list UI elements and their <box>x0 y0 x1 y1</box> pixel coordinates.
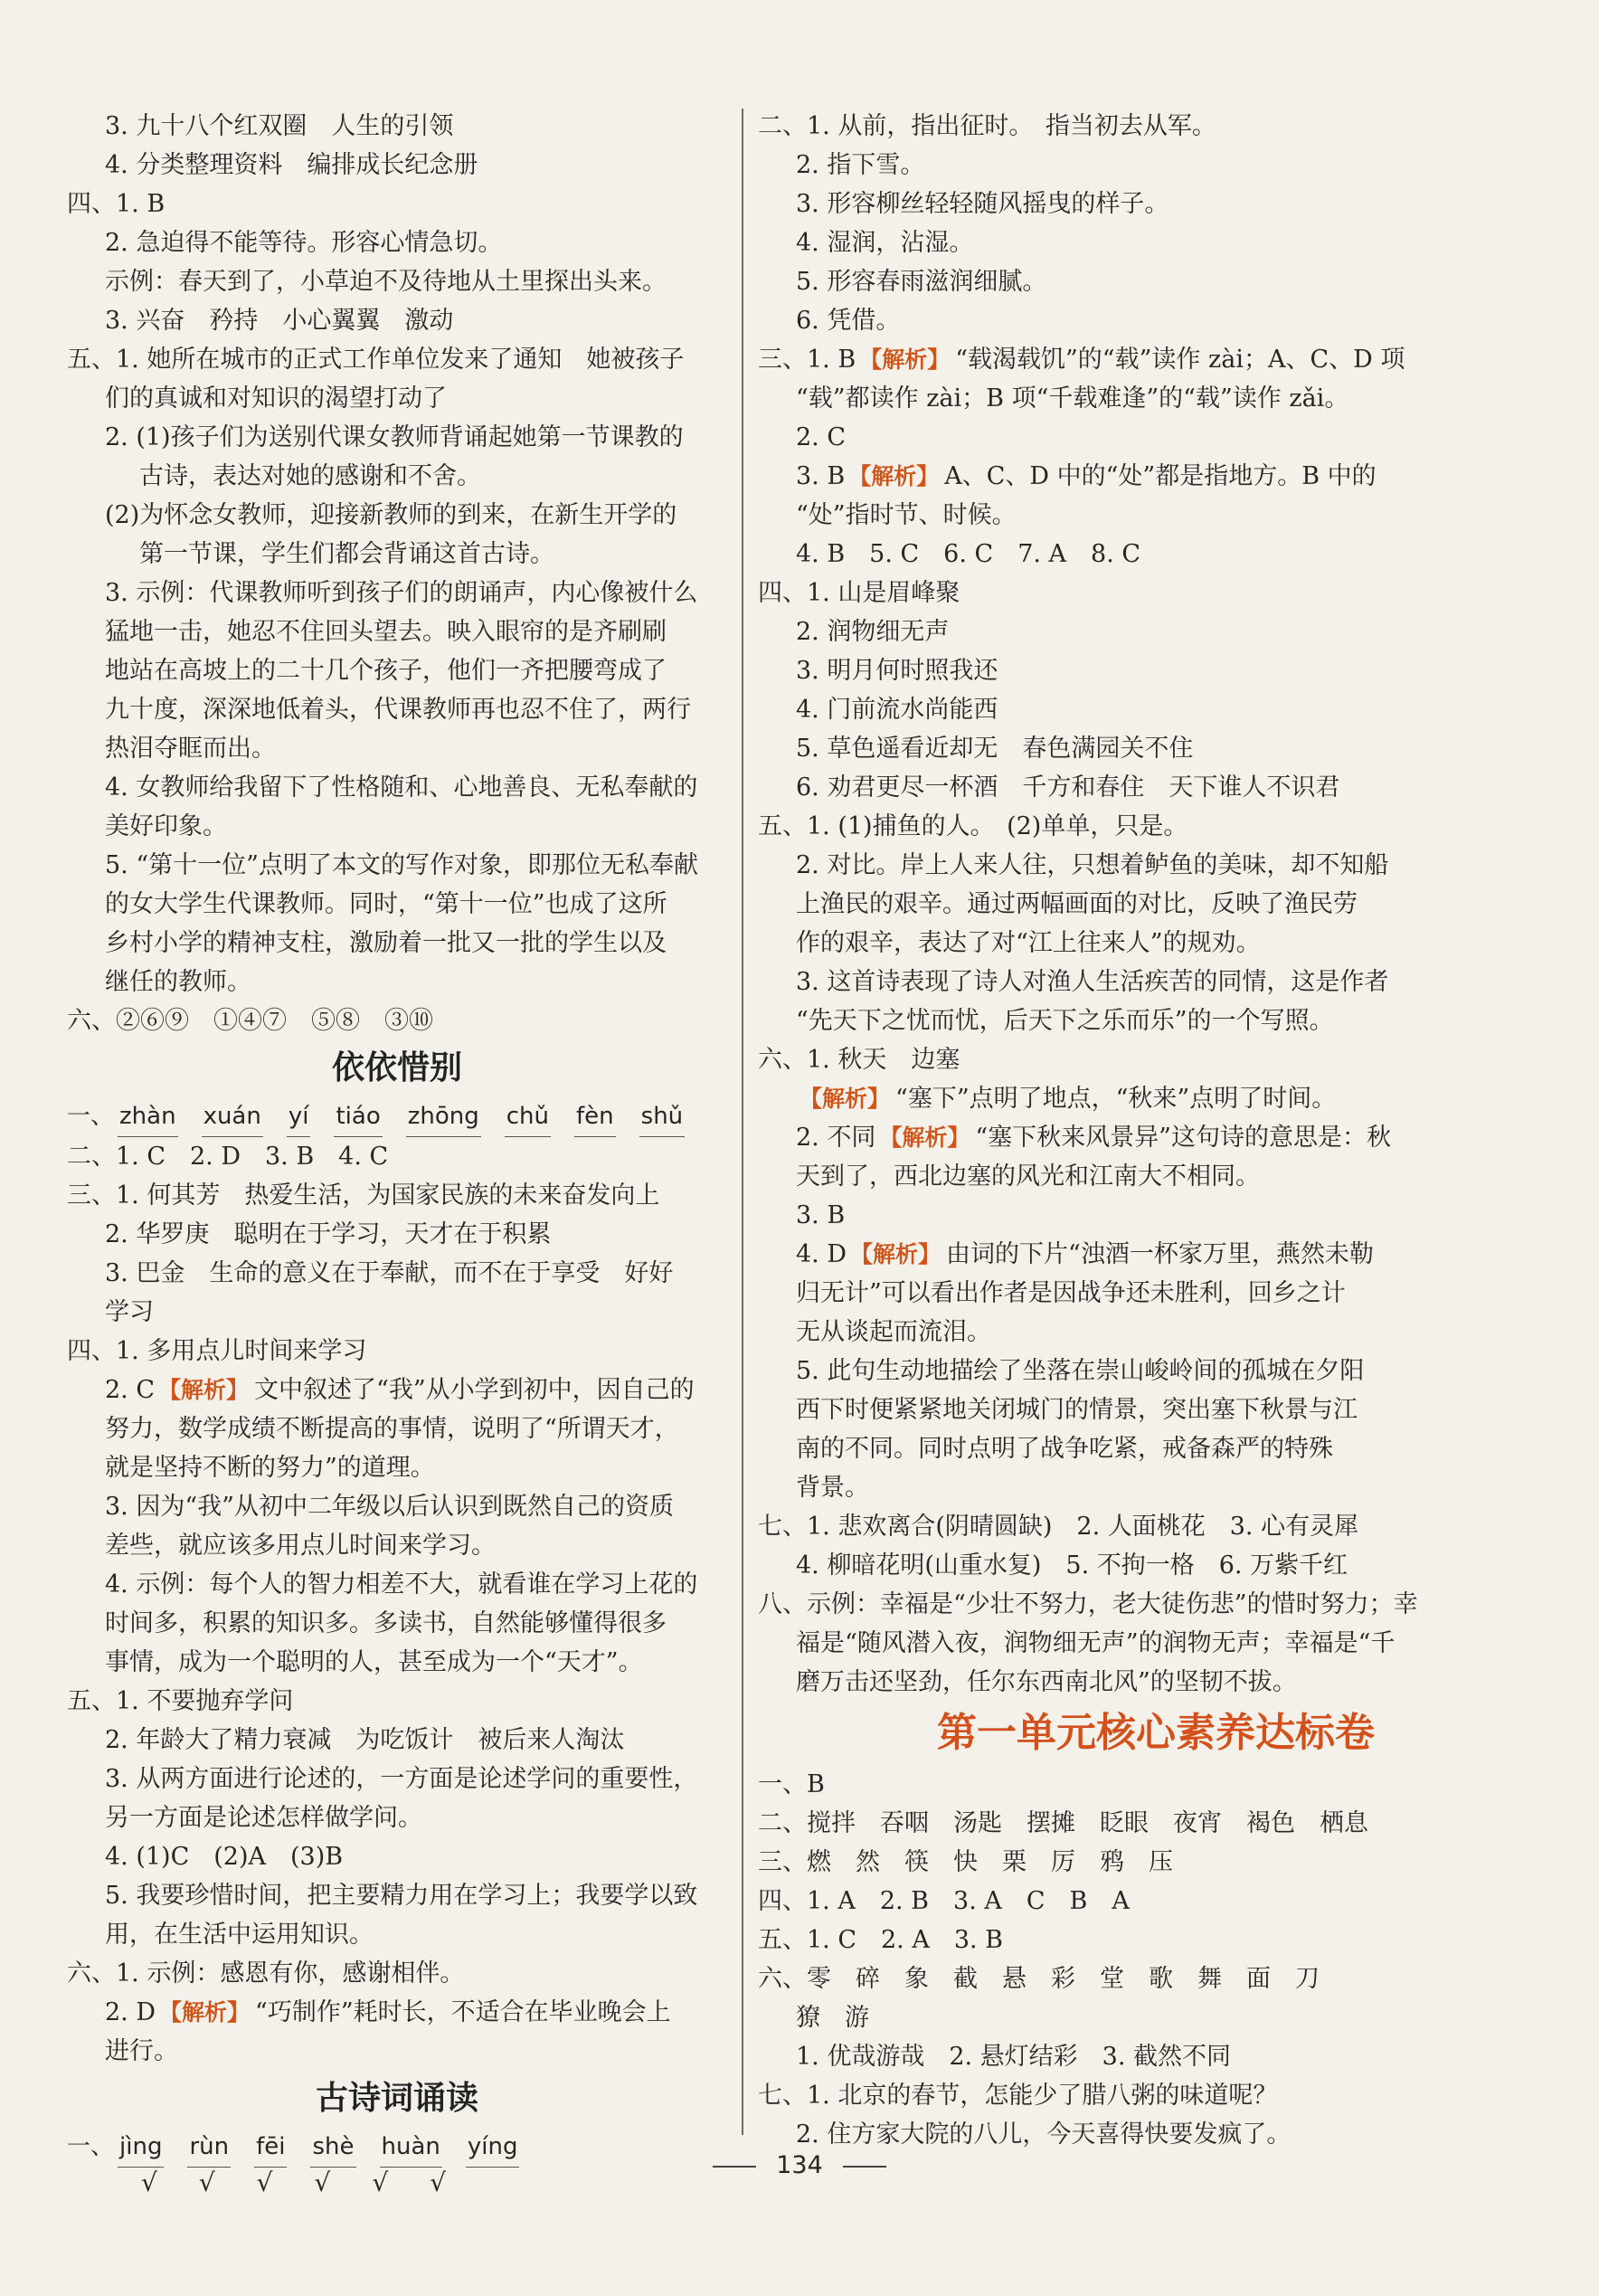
answer-text: 二、1. C 2. D 3. B 4. C <box>67 1143 389 1171</box>
answer-line <box>67 1682 727 1721</box>
answer-text: “塞下秋来风景异”这句诗的意思是：秋 <box>975 1124 1391 1152</box>
answer-text: 用，在生活中运用知识。 <box>105 1921 374 1949</box>
answer-text: 4. 湿润，沾湿。 <box>796 229 974 257</box>
answer-line <box>67 574 727 612</box>
answer-line <box>67 1526 727 1565</box>
page-number: 134 <box>776 2151 823 2179</box>
answer-text: 4. 女教师给我留下了性格随和、心地善良、无私奉献的 <box>105 773 698 802</box>
answer-line <box>758 301 1554 340</box>
answer-text: 2. 年龄大了精力衰减 为吃饭计 被后来人淘汰 <box>105 1726 625 1754</box>
answer-line <box>758 1235 1554 1274</box>
answer-text: 的女大学生代课教师。同时，“第十一位”也成了这所 <box>105 890 667 918</box>
right-answers-part1 <box>758 107 1554 1702</box>
answer-line <box>67 1837 727 1876</box>
answer-line <box>758 1585 1554 1624</box>
answer-text: 由词的下片“浊酒一杯家万里，燕然未勒 <box>946 1240 1374 1268</box>
answer-text: 二、搅拌 吞咽 汤匙 摆摊 眨眼 夜宵 褐色 栖息 <box>758 1809 1368 1837</box>
answer-text: 5. 此句生动地描绘了坐落在崇山峻岭间的孤城在夕阳 <box>796 1357 1365 1385</box>
answer-text: 五、1. (1)捕鱼的人。 (2)单单，只是。 <box>758 812 1188 840</box>
answer-text: 南的不同。同时点明了战争吃紧，戒备森严的特殊 <box>796 1435 1333 1463</box>
answer-line <box>67 1332 727 1371</box>
answer-line <box>67 651 727 690</box>
answer-line <box>758 496 1554 535</box>
answer-line <box>758 2076 1554 2115</box>
answer-line <box>758 1274 1554 1313</box>
answer-line <box>758 1507 1554 1546</box>
answer-prefix: 4. D <box>796 1240 847 1268</box>
pinyin-answers-row <box>67 1096 727 1137</box>
answer-text: 3. 从两方面进行论述的，一方面是论述学问的重要性， <box>105 1765 698 1793</box>
answer-text: 背景。 <box>796 1474 869 1502</box>
answer-line <box>758 1921 1554 1959</box>
answer-text: 第一节课，学生们都会背诵这首古诗。 <box>139 540 554 568</box>
answer-text: 学习 <box>105 1298 154 1326</box>
answer-line <box>67 1876 727 1915</box>
answer-line <box>758 379 1554 418</box>
answer-text: “载”都读作 zài；B 项“千载难逢”的“载”读作 zǎi。 <box>796 384 1349 413</box>
analysis-tag: 【解析】 <box>848 463 940 489</box>
right-answers-part2 <box>758 1765 1554 2154</box>
answer-line <box>67 1001 727 1040</box>
answer-text: 事情，成为一个聪明的人，甚至成为一个“天才”。 <box>105 1648 643 1676</box>
analysis-tag: 【解析】 <box>850 1241 941 1267</box>
answer-line <box>758 1959 1554 1998</box>
answer-text: 2. 住方家大院的八儿，今天喜得快要发疯了。 <box>796 2120 1292 2149</box>
answer-line <box>758 146 1554 185</box>
answer-line <box>758 651 1554 690</box>
question-number: 一、 <box>67 1103 115 1130</box>
answer-text: 二、1. 从前，指出征时。 指当初去从军。 <box>758 112 1216 140</box>
answer-text: 天到了，西北边塞的风光和江南大不相同。 <box>796 1162 1260 1191</box>
answer-text: 努力，数学成绩不断提高的事情，说明了“所谓天才， <box>105 1415 679 1443</box>
answer-text: 文中叙述了“我”从小学到初中，因自己的 <box>254 1376 695 1404</box>
answer-text: 3. 巴金 生命的意义在于奉献，而不在于享受 好好 <box>105 1259 674 1287</box>
answer-line <box>758 924 1554 963</box>
answer-text: 六、②⑥⑨ ①④⑦ ⑤⑧ ③⑩ <box>67 1007 433 1035</box>
answer-line <box>67 1137 727 1176</box>
footer-dash-left <box>713 2166 756 2168</box>
answer-line <box>758 1118 1554 1157</box>
answer-text: “先天下之忧而忧，后天下之乐而乐”的一个写照。 <box>796 1007 1334 1035</box>
answer-text: 4. B 5. C 6. C 7. A 8. C <box>796 540 1141 568</box>
answer-line <box>67 2032 727 2071</box>
section-title-unit-test: 第一单元核心素养达标卷 <box>937 1710 1375 1756</box>
answer-text: 3. 因为“我”从初中二年级以后认识到既然自己的资质 <box>105 1493 674 1521</box>
answer-text: 六、1. 示例：感恩有你，感谢相伴。 <box>67 1959 465 1988</box>
answer-line <box>67 1176 727 1215</box>
answer-line <box>67 1254 727 1293</box>
answer-line <box>67 1487 727 1526</box>
answer-line <box>67 1215 727 1254</box>
answer-prefix: 三、1. B <box>758 346 856 374</box>
answer-text: 2. C <box>796 423 847 451</box>
answer-text: 七、1. 北京的春节，怎能少了腊八粥的味道呢？ <box>758 2082 1278 2110</box>
answer-line <box>67 1293 727 1332</box>
analysis-tag: 【解析】 <box>800 1086 891 1112</box>
answer-line <box>67 963 727 1001</box>
pinyin-item: huàn <box>380 2127 442 2168</box>
answer-text: 3. 示例：代课教师听到孩子们的朗诵声，内心像被什么 <box>105 579 698 607</box>
answer-line <box>758 768 1554 807</box>
answer-text: 上渔民的艰辛。通过两幅画面的对比，反映了渔民劳 <box>796 890 1358 918</box>
pinyin-item: chǔ <box>505 1096 551 1137</box>
section-title-gushici: 古诗词诵读 <box>315 2080 478 2117</box>
page-footer <box>0 2151 1599 2179</box>
answer-text: 3. 这首诗表现了诗人对渔人生活疾苦的同情，这是作者 <box>796 968 1389 996</box>
answer-line <box>67 457 727 496</box>
answer-prefix: 3. B <box>796 462 846 490</box>
answer-line <box>758 690 1554 729</box>
answer-text: 七、1. 悲欢离合(阴晴圆缺) 2. 人面桃花 3. 心有灵犀 <box>758 1513 1359 1541</box>
answer-text: 六、零 碎 象 截 悬 彩 堂 歌 舞 面 刀 <box>758 1965 1320 1993</box>
answer-text: 2. 指下雪。 <box>796 151 925 179</box>
answer-line <box>758 1429 1554 1468</box>
answer-line <box>67 729 727 768</box>
analysis-tag: 【解析】 <box>159 1999 251 2026</box>
answer-line <box>758 1765 1554 1804</box>
answer-prefix: 2. 不同 <box>796 1124 876 1152</box>
answer-text: (2)为怀念女教师，迎接新教师的到来，在新生开学的 <box>105 501 677 529</box>
answer-line <box>758 1546 1554 1585</box>
left-column <box>67 107 727 2198</box>
answer-text: “载渴载饥”的“载”读作 zài；A、C、D 项 <box>955 346 1405 374</box>
answer-text: 四、1. 多用点儿时间来学习 <box>67 1337 367 1365</box>
answer-line <box>67 496 727 535</box>
answer-line <box>758 1663 1554 1702</box>
pinyin-item: fēi <box>254 2127 287 2168</box>
answer-line <box>67 379 727 418</box>
answer-text: 示例：春天到了，小草迫不及待地从土里探出头来。 <box>105 268 667 296</box>
answer-line <box>67 1371 727 1409</box>
answer-text: 2. (1)孩子们为送别代课女教师背诵起她第一节课教的 <box>105 423 684 451</box>
answer-text: 磨万击还坚劲，任尔东西南北风”的坚韧不拔。 <box>796 1668 1297 1696</box>
answer-text: 四、1. B <box>67 190 166 218</box>
answer-line <box>758 1001 1554 1040</box>
answer-text: 1. 优哉游哉 2. 悬灯结彩 3. 截然不同 <box>796 2043 1232 2071</box>
answer-line <box>758 1468 1554 1507</box>
pinyin-item: yíng <box>466 2127 520 2168</box>
answer-text: 5. “第十一位”点明了本文的写作对象，即那位无私奉献 <box>105 851 698 879</box>
answer-text: 2. 急迫得不能等待。形容心情急切。 <box>105 229 503 257</box>
analysis-tag: 【解析】 <box>879 1124 970 1151</box>
answer-prefix: 2. C <box>105 1376 156 1404</box>
right-column <box>758 107 1554 2154</box>
answer-text: 三、1. 何其芳 热爱生活，为国家民族的未来奋发向上 <box>67 1181 660 1210</box>
answer-text: 另一方面是论述怎样做学问。 <box>105 1804 422 1832</box>
section-title-yiyi-xibie: 依依惜别 <box>331 1049 462 1086</box>
answer-line <box>758 418 1554 457</box>
answer-text: 三、燃 然 筷 快 栗 厉 鸦 压 <box>758 1848 1173 1876</box>
answer-line <box>67 768 727 807</box>
answer-text: 3. 兴奋 矜持 小心翼翼 激动 <box>105 307 454 335</box>
answer-text: 九十度，深深地低着头，代课教师再也忍不住了，两行 <box>105 696 691 724</box>
answer-line <box>67 846 727 885</box>
answer-line <box>758 1843 1554 1882</box>
answer-line <box>758 223 1554 262</box>
answer-line <box>67 807 727 846</box>
answer-text: 一、B <box>758 1770 825 1798</box>
answer-text: 2. 对比。岸上人来人往，只想着鲈鱼的美味，却不知船 <box>796 851 1389 879</box>
answer-line <box>67 146 727 185</box>
answer-line <box>67 1721 727 1760</box>
answer-text: “巧制作”耗时长，不适合在毕业晚会上 <box>255 1998 671 2026</box>
answer-line <box>67 1565 727 1604</box>
answer-text: 猛地一击，她忍不住回头望去。映入眼帘的是齐刷刷 <box>105 618 667 646</box>
answer-text: 6. 凭借。 <box>796 307 901 335</box>
answer-line <box>758 1390 1554 1429</box>
pinyin-item: jìng <box>118 2127 164 2168</box>
answer-text: 继任的教师。 <box>105 968 251 996</box>
answer-text: 6. 劝君更尽一杯酒 千方和春住 天下谁人不识君 <box>796 773 1340 802</box>
answer-line <box>758 1157 1554 1196</box>
answer-prefix: 2. D <box>105 1998 156 2026</box>
answer-text: 4. 门前流水尚能西 <box>796 696 998 724</box>
answer-line <box>758 2037 1554 2076</box>
answer-line <box>758 846 1554 885</box>
answer-line <box>758 1196 1554 1235</box>
answer-line <box>67 1993 727 2032</box>
answer-text: 3. 明月何时照我还 <box>796 657 998 685</box>
answer-text: 5. 形容春雨滋润细腻。 <box>796 268 1047 296</box>
answer-text: 乡村小学的精神支柱，激励着一批又一批的学生以及 <box>105 929 667 957</box>
pinyin-item: fèn <box>574 1096 616 1137</box>
answer-text: 五、1. 不要抛弃学问 <box>67 1687 294 1715</box>
answer-text: 八、示例：幸福是“少壮不努力，老大徒伤悲”的惜时努力；幸 <box>758 1590 1418 1618</box>
column-divider <box>742 109 743 2135</box>
answer-text: 福是“随风潜入夜，润物细无声”的润物无声；幸福是“千 <box>796 1629 1396 1657</box>
pinyin-item: shǔ <box>639 1096 686 1137</box>
analysis-tag: 【解析】 <box>859 346 951 373</box>
answer-line <box>67 690 727 729</box>
answer-line <box>758 535 1554 574</box>
answer-line <box>758 185 1554 223</box>
answer-line <box>67 107 727 146</box>
answer-text: 5. 我要珍惜时间，把主要精力用在学习上；我要学以致 <box>105 1882 698 1910</box>
answer-line <box>67 1954 727 1993</box>
answer-line <box>67 535 727 574</box>
answer-line <box>67 924 727 963</box>
answer-line <box>67 185 727 223</box>
answer-text: 地站在高坡上的二十几个孩子，他们一齐把腰弯成了 <box>105 657 667 685</box>
answer-text: 古诗，表达对她的感谢和不舍。 <box>139 462 481 490</box>
answer-text: 四、1. 山是眉峰聚 <box>758 579 960 607</box>
answer-text: 时间多，积累的知识多。多读书，自然能够懂得很多 <box>105 1609 667 1637</box>
answer-line <box>758 107 1554 146</box>
answer-text: 美好印象。 <box>105 812 227 840</box>
answer-line <box>758 574 1554 612</box>
answer-line <box>758 340 1554 379</box>
answer-text: 4. 示例：每个人的智力相差不大，就看谁在学习上花的 <box>105 1570 698 1599</box>
answer-text: 差些，就应该多用点儿时间来学习。 <box>105 1532 496 1560</box>
pinyin-item: zhàn <box>118 1096 178 1137</box>
pinyin-item: zhōng <box>406 1096 481 1137</box>
answer-text: 热泪夺眶而出。 <box>105 735 276 763</box>
left-answers-part1 <box>67 107 727 1040</box>
answer-line <box>67 1409 727 1448</box>
answer-line <box>67 885 727 924</box>
answer-line <box>67 301 727 340</box>
pinyin-item: yí <box>287 1096 311 1137</box>
answer-text: 归无计”可以看出作者是因战争还未胜利，回乡之计 <box>796 1279 1346 1307</box>
answer-line <box>758 2115 1554 2154</box>
footer-dash-right <box>843 2166 886 2168</box>
answer-line <box>758 612 1554 651</box>
answer-line <box>758 729 1554 768</box>
pinyin-item: tiáo <box>334 1096 382 1137</box>
answer-text: 进行。 <box>105 2037 178 2065</box>
answer-text: 5. 草色遥看近却无 春色满园关不住 <box>796 735 1194 763</box>
answer-text: 五、1. C 2. A 3. B <box>758 1926 1004 1954</box>
answer-text: 獠 游 <box>796 2004 869 2032</box>
answer-line <box>758 807 1554 846</box>
answer-line <box>67 1448 727 1487</box>
answer-line <box>758 963 1554 1001</box>
answer-text: 西下时便紧紧地关闭城门的情景，突出塞下秋景与江 <box>796 1396 1358 1424</box>
answer-text: 六、1. 秋天 边塞 <box>758 1046 960 1074</box>
answer-text: 就是坚持不断的努力”的道理。 <box>105 1454 435 1482</box>
left-answers-part2 <box>67 1137 727 2071</box>
answer-line <box>67 1643 727 1682</box>
answer-line <box>67 1760 727 1798</box>
answer-line <box>67 418 727 457</box>
answer-line <box>67 1915 727 1954</box>
answer-text: 2. 华罗庚 聪明在于学习，天才在于积累 <box>105 1220 552 1248</box>
answer-text: 无从谈起而流泪。 <box>796 1318 991 1346</box>
answer-text: 五、1. 她所在城市的正式工作单位发来了通知 她被孩子 <box>67 346 685 374</box>
pinyin-item: shè <box>310 2127 355 2168</box>
answer-line <box>67 1798 727 1837</box>
answer-line <box>758 1998 1554 2037</box>
answer-line <box>758 1882 1554 1921</box>
answer-line <box>758 262 1554 301</box>
check-marks: √√√√√√ <box>141 2168 488 2197</box>
answer-text: “塞下”点明了地点，“秋来”点明了时间。 <box>895 1085 1337 1113</box>
answer-text: 4. 柳暗花明(山重水复) 5. 不拘一格 6. 万紫千红 <box>796 1551 1348 1580</box>
answer-text: 3. B <box>796 1201 846 1229</box>
answer-line <box>758 1804 1554 1843</box>
answer-line <box>758 1079 1554 1118</box>
answer-text: 们的真诚和对知识的渴望打动了 <box>105 384 447 413</box>
answer-text: 2. 润物细无声 <box>796 618 950 646</box>
answer-text: 作的艰辛，表达了对“江上往来人”的规劝。 <box>796 929 1261 957</box>
pinyin-item: rùn <box>187 2127 231 2168</box>
answer-text: 4. (1)C (2)A (3)B <box>105 1843 344 1871</box>
answer-line <box>67 612 727 651</box>
answer-line <box>758 885 1554 924</box>
answer-line <box>758 1313 1554 1352</box>
answer-line <box>758 1040 1554 1079</box>
answer-line <box>67 223 727 262</box>
answer-line <box>758 1624 1554 1663</box>
answer-text: 3. 九十八个红双圈 人生的引领 <box>105 112 454 140</box>
answer-line <box>758 1352 1554 1390</box>
answer-text: “处”指时节、时候。 <box>796 501 1017 529</box>
answer-line <box>758 457 1554 496</box>
answer-text: 3. 形容柳丝轻轻随风摇曳的样子。 <box>796 190 1169 218</box>
answer-line <box>67 340 727 379</box>
pinyin-item: xuán <box>202 1096 263 1137</box>
answer-line <box>67 1604 727 1643</box>
question-number: 一、 <box>67 2133 115 2160</box>
answer-text: A、C、D 中的“处”都是指地方。B 中的 <box>944 462 1377 490</box>
answer-line <box>67 262 727 301</box>
answer-text: 四、1. A 2. B 3. A C B A <box>758 1887 1130 1915</box>
answer-text: 4. 分类整理资料 编排成长纪念册 <box>105 151 478 179</box>
analysis-tag: 【解析】 <box>158 1377 250 1403</box>
